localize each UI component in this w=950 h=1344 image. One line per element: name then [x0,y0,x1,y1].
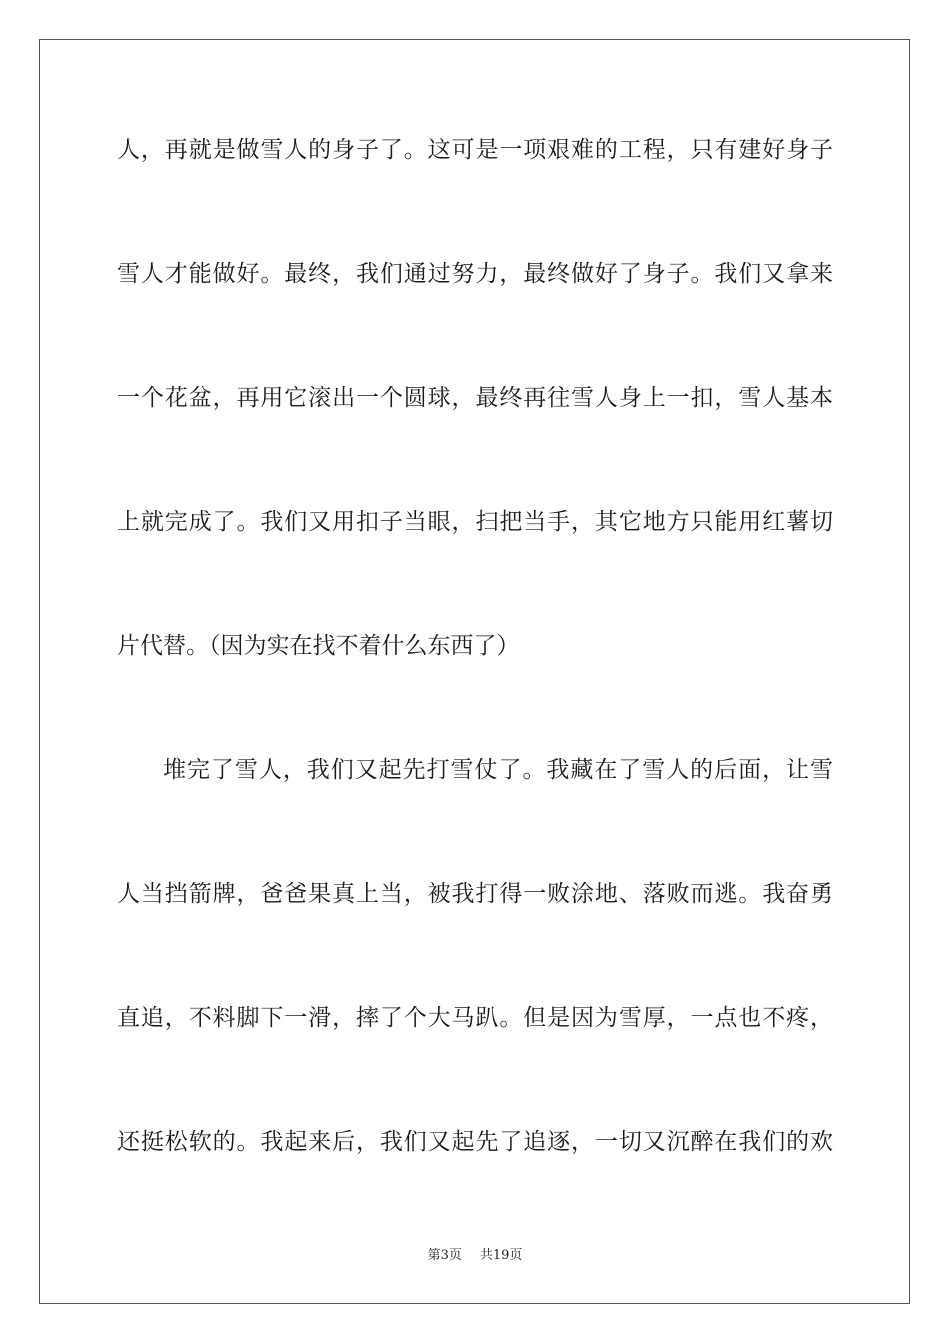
text-line: 片代替。（因为实在找不着什么东西了） [117,633,520,659]
text-line: 直追，不料脚下一滑，摔了个大马趴。但是因为雪厚，一点也不疼， [117,1005,833,1031]
text-line: 一个花盆，再用它滚出一个圆球，最终再往雪人身上一扣，雪人基本 [117,385,833,411]
text-line: 还挺松软的。我起来后，我们又起先了追逐，一切又沉醉在我们的欢 [117,1129,833,1155]
text-line: 人当挡箭牌，爸爸果真上当，被我打得一败涂地、落败而逃。我奋勇 [117,881,833,907]
text-line: 上就完成了。我们又用扣子当眼，扫把当手，其它地方只能用红薯切 [117,509,833,535]
page-border [39,39,910,1304]
paragraph-first-line: 堆完了雪人，我们又起先打雪仗了。我藏在了雪人的后面，让雪 [163,757,833,783]
text-line: 人，再就是做雪人的身子了。这可是一项艰难的工程，只有建好身子 [117,137,833,163]
page-number: 第3页 [427,1248,462,1263]
page-total: 共19页 [479,1248,523,1263]
page-footer [0,1247,950,1265]
text-line: 雪人才能做好。最终，我们通过努力，最终做好了身子。我们又拿来 [117,261,833,287]
